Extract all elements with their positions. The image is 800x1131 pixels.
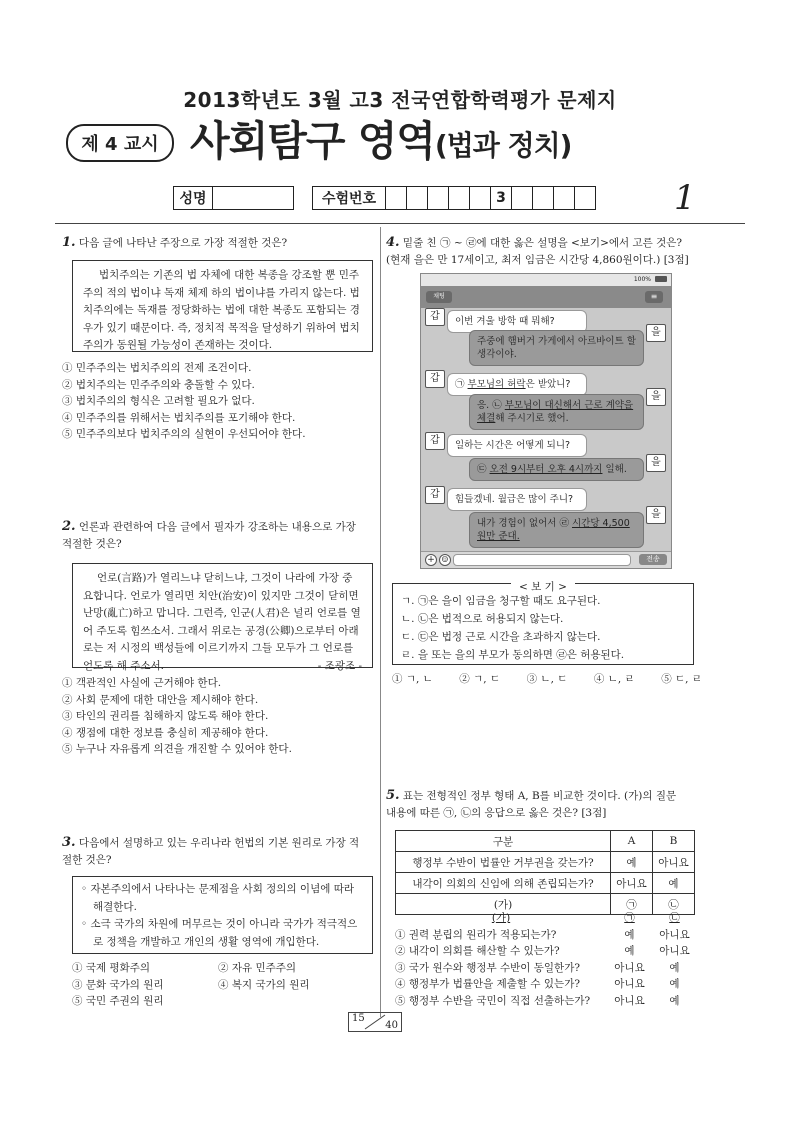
period-badge: 제 4 교시	[66, 124, 174, 162]
q3-option[interactable]: ① 국제 평화주의	[72, 962, 151, 974]
page-total: 40	[385, 1020, 398, 1031]
exam-no-cell	[407, 187, 428, 210]
q3-option[interactable]: ④ 복지 국가의 원리	[218, 978, 310, 991]
speaker-a-tag: 갑	[425, 432, 445, 450]
answer-head: ㉡	[669, 912, 680, 924]
q3-option[interactable]: ③ 문화 국가의 원리	[72, 978, 164, 991]
bogi-item: ㄱ. ㉠은 을이 임금을 청구할 때도 요구된다.	[401, 595, 601, 607]
chat-message-b: 내가 경험이 없어서 ㉣ 시간당 4,500원만 준대.	[469, 512, 644, 548]
speaker-a-tag: 갑	[425, 486, 445, 504]
q4-option[interactable]: ① ㄱ, ㄴ	[392, 673, 433, 685]
q3-passage	[72, 876, 373, 954]
chat-message-a: ㉠ 부모님의 허락은 받았니?	[447, 373, 587, 396]
speaker-a-tag: 갑	[425, 308, 445, 326]
menu-icon[interactable]: ≡	[645, 291, 663, 303]
subject-main: 사회탐구 영역	[190, 117, 435, 165]
q3-stem-line2: 절한 것은?	[62, 854, 112, 866]
page-counter	[348, 1012, 402, 1032]
q3-stem-line1: 다음에서 설명하고 있는 우리나라 헌법의 기본 원리로 가장 적	[78, 837, 360, 849]
column-divider	[380, 227, 381, 1017]
chat-message-a: 힘들겠네. 월급은 많이 주니?	[447, 488, 587, 511]
q2-stem-line2: 적절한 것은?	[62, 538, 122, 550]
q5-option[interactable]: ④ 행정부가 법률안을 제출할 수 있는가? 아니요 예	[395, 978, 680, 990]
q5-comparison-table	[395, 830, 695, 915]
q1-options	[62, 360, 306, 443]
table-header: 구분	[396, 831, 611, 852]
q2-options	[62, 675, 292, 758]
q1-option[interactable]: ③ 법치주의의 형식은 고려할 필요가 없다.	[62, 395, 255, 407]
q4-option[interactable]: ④ ㄴ, ㄹ	[593, 673, 635, 685]
table-row: (가) ㉠ ㉡	[396, 894, 695, 915]
q4-bogi-box	[392, 583, 694, 665]
name-field	[213, 187, 294, 210]
speaker-a-tag: 갑	[425, 370, 445, 388]
exam-no-label: 수험번호	[313, 187, 386, 210]
chat-message-b: ㉢ 오전 9시부터 오후 4시까지 일해.	[469, 458, 644, 481]
q1-option[interactable]: ① 민주주의는 법치주의의 전제 조건이다.	[62, 362, 252, 374]
q3-passage-item: ◦ 자본주의에서 나타나는 문제점을 사회 정의의 이념에 따라 해결한다.	[81, 883, 354, 913]
page-number-large: 1	[674, 178, 696, 218]
exam-no-cell	[470, 187, 491, 210]
header-divider	[55, 223, 745, 224]
q4-options	[392, 671, 702, 688]
name-label: 성명	[174, 187, 213, 210]
speaker-b-tag: 을	[646, 454, 666, 472]
exam-no-cell	[575, 187, 596, 210]
q2-passage	[72, 563, 373, 672]
exam-no-digit: 3	[491, 187, 512, 210]
q4-stem	[386, 234, 746, 269]
table-row: 행정부 수반이 법률안 거부권을 갖는가? 예 아니요	[396, 852, 695, 873]
bogi-title: < 보 기 >	[511, 581, 575, 593]
q3-passage-item: ◦ 소극 국가의 차원에 머무르는 것이 아니라 국가가 적극적으로 정책을 개발하고 개인의 생활 영역에 개입한다.	[81, 918, 358, 948]
q2-stem-line1: 언론과 관련하여 다음 글에서 필자가 강조하는 내용으로 가장	[78, 521, 356, 533]
table-header: A	[611, 831, 653, 852]
candidate-info-table	[173, 186, 596, 210]
q5-options	[395, 910, 705, 1009]
chat-text-input[interactable]	[453, 554, 631, 566]
q4-option[interactable]: ⑤ ㄷ, ㄹ	[661, 673, 702, 685]
q4-stem-line1: 밑줄 친 ㉠ ~ ㉣에 대한 옳은 설명을 <보기>에서 고른 것은?	[402, 237, 683, 249]
q3-options	[72, 960, 372, 1010]
exam-no-cell	[533, 187, 554, 210]
q2-option[interactable]: ④ 쟁점에 대한 정보를 충실히 제공해야 한다.	[62, 726, 269, 739]
bogi-item: ㄴ. ㉡은 법적으로 허용되지 않는다.	[401, 613, 564, 625]
q2-option[interactable]: ② 사회 문제에 대한 대안을 제시해야 한다.	[62, 693, 259, 706]
exam-no-cell	[386, 187, 407, 210]
bogi-item: ㄷ. ㉢은 법정 근로 시간을 초과하지 않는다.	[401, 631, 601, 643]
exam-no-cell	[428, 187, 449, 210]
q5-option[interactable]: ② 내각이 의회를 해산할 수 있는가? 예 아니요	[395, 945, 690, 957]
add-icon[interactable]: +	[425, 554, 437, 566]
q3-option[interactable]: ⑤ 국민 주권의 원리	[72, 995, 164, 1007]
exam-title: 2013학년도 3월 고3 전국연합학력평가 문제지	[183, 88, 617, 112]
q5-stem	[386, 787, 746, 822]
q1-option[interactable]: ② 법치주의는 민주주의와 충돌할 수 있다.	[62, 378, 255, 391]
q5-stem-line1: 표는 전형적인 정부 형태 A, B를 비교한 것이다. (가)의 질문	[402, 790, 677, 802]
q2-stem	[62, 518, 374, 553]
chat-message-a: 일하는 시간은 어떻게 되니?	[447, 434, 587, 457]
q1-stem-text: 다음 글에 나타난 주장으로 가장 적절한 것은?	[78, 237, 288, 249]
chat-input-bar	[421, 551, 671, 568]
subject-sub: (법과 정치)	[434, 129, 572, 162]
exam-no-cell	[512, 187, 533, 210]
q3-option[interactable]: ② 자유 민주주의	[218, 962, 297, 974]
phone-status-bar	[421, 274, 671, 286]
q1-passage: 법치주의는 기존의 법 자체에 대한 복종을 강조할 뿐 민주주의 적의 법이냐 독재 체제 하의 법이냐를 가리지 않는다. 법치주의에는 독재를 정당화하는 법에 대한 복종도 포함되는 경우가 있기 때문이다. 즉, 정치적 목적을 달성하기 위하여 법치주의가 동원될 가능성이 존재하는 것이다.	[72, 260, 373, 352]
q3-number: 3.	[62, 835, 76, 850]
q2-option[interactable]: ① 객관적인 사실에 근거해야 한다.	[62, 677, 222, 689]
speaker-b-tag: 을	[646, 388, 666, 406]
q4-option[interactable]: ② ㄱ, ㄷ	[459, 673, 501, 685]
page-current: 15	[352, 1013, 365, 1024]
q2-source: - 조광조 -	[317, 659, 362, 672]
speaker-b-tag: 을	[646, 506, 666, 524]
chat-phone-screen	[420, 273, 672, 569]
answer-head: ㉠	[624, 912, 635, 924]
exam-no-cell	[449, 187, 470, 210]
battery-level: 100%	[633, 276, 651, 283]
exam-no-cell	[554, 187, 575, 210]
chat-top-bar	[421, 286, 671, 308]
battery-icon	[655, 276, 667, 282]
table-row: 내각이 의회의 신임에 의해 존립되는가? 아니요 예	[396, 873, 695, 894]
q5-stem-line2: 내용에 따른 ㉠, ㉡의 응답으로 옳은 것은? [3점]	[386, 807, 607, 819]
q5-option[interactable]: ③ 국가 원수와 행정부 수반이 동일한가? 아니요 예	[395, 961, 680, 974]
chat-message-b: 주중에 햄버거 가게에서 아르바이트 할 생각이야.	[469, 330, 644, 366]
q2-number: 2.	[62, 519, 76, 534]
q1-stem	[62, 234, 374, 252]
send-button[interactable]: 전송	[639, 554, 667, 565]
q5-option[interactable]: ⑤ 행정부 수반을 국민이 직접 선출하는가? 아니요 예	[395, 994, 680, 1007]
subject-title	[190, 108, 571, 167]
q4-option[interactable]: ③ ㄴ, ㄷ	[526, 673, 568, 685]
speaker-b-tag: 을	[646, 324, 666, 342]
q2-option[interactable]: ⑤ 누구나 자유롭게 의견을 개진할 수 있어야 한다.	[62, 743, 292, 755]
q4-number: 4.	[386, 235, 400, 250]
q1-option[interactable]: ⑤ 민주주의보다 법치주의의 실현이 우선되어야 한다.	[62, 428, 306, 440]
q4-stem-line2: (현재 을은 만 17세이고, 최저 임금은 시간당 4,860원이다.) [3점]	[386, 254, 689, 266]
q2-passage-text: 언로(言路)가 열리느냐 닫히느냐, 그것이 나라에 가장 중요합니다. 언로가 열리면 치안(治安)이 있지만 그것이 닫히면 난망(亂亡)하고 맙니다. 그런즉, 인군(人君)은 널리 언로를 열어 주도록 힘쓰소서. 그래서 위로는 공경(公卿)으로부터 아래로는 저 시정의 백성들에 이르기까지 그들 모두가 그 언로를 얻도록 해 주소서.	[83, 572, 361, 672]
q2-option[interactable]: ③ 타인의 권리를 침해하지 않도록 해야 한다.	[62, 710, 269, 722]
q5-option[interactable]: ① 권력 분립의 원리가 적용되는가? 예 아니요	[395, 928, 690, 941]
q1-number: 1.	[62, 235, 76, 250]
q1-option[interactable]: ④ 민주주의를 위해서는 법치주의를 포기해야 한다.	[62, 411, 296, 424]
q5-number: 5.	[386, 788, 400, 803]
back-button[interactable]: 채팅	[426, 291, 452, 303]
table-header: B	[653, 831, 695, 852]
bogi-item: ㄹ. 을 또는 을의 부모가 동의하면 ㉣은 허용된다.	[401, 649, 625, 661]
emoji-icon[interactable]: ☺	[439, 554, 451, 566]
chat-message-a: 이번 겨울 방학 때 뭐해?	[447, 310, 587, 333]
chat-message-b: 응. ㉡ 부모님이 대신해서 근로 계약을 체결해 주시기로 했어.	[469, 394, 644, 430]
q3-stem	[62, 834, 374, 869]
answer-head: (가)	[491, 912, 511, 924]
